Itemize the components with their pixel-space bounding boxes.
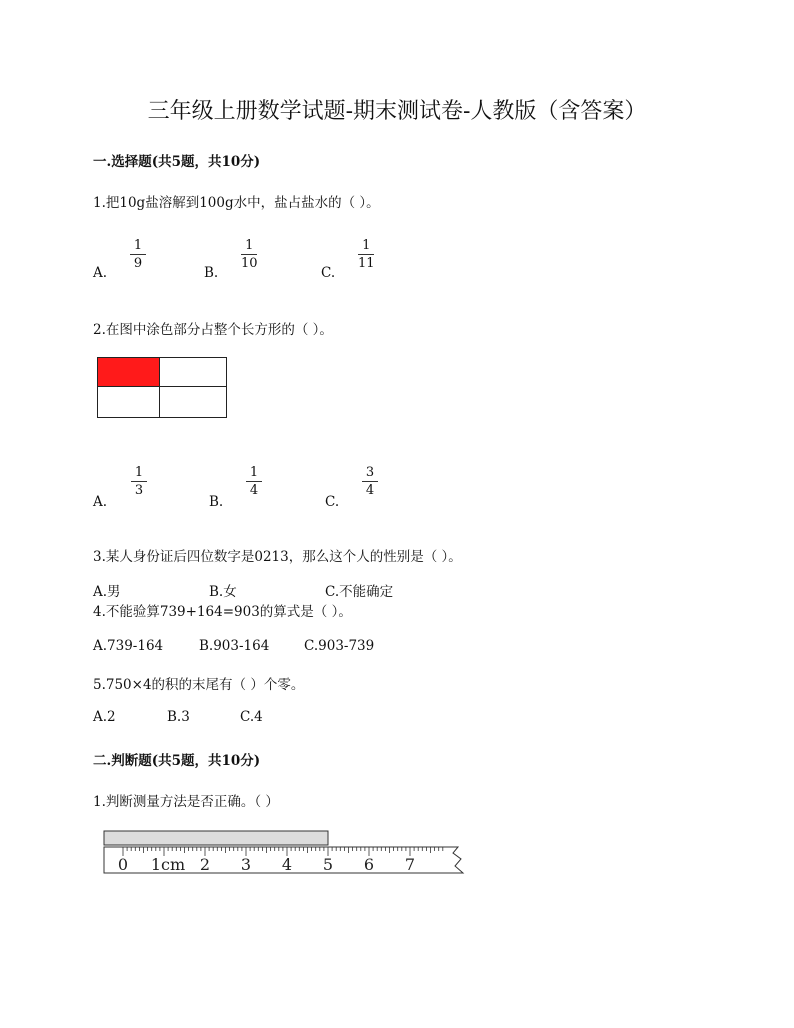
ruler-label: 7 [404, 855, 416, 874]
fraction-numerator: 1 [249, 465, 259, 480]
ruler-label: 1cm [150, 855, 186, 874]
section-heading-judge: 二.判断题(共5题，共10分) [93, 753, 261, 769]
ruler-label: 2 [199, 855, 211, 874]
ruler-label: 3 [240, 855, 252, 874]
q3-option-a[interactable]: A.男 [93, 584, 121, 600]
fraction-denominator: 10 [241, 256, 258, 271]
ruler-figure [103, 829, 483, 881]
grid-cell [160, 358, 226, 387]
q2-option-a-label[interactable]: A. [93, 494, 108, 510]
q2-option-b-label[interactable]: B. [209, 494, 224, 510]
shaded-cell [98, 358, 160, 387]
rectangle-figure [97, 357, 227, 418]
page-title: 三年级上册数学试题-期末测试卷-人教版（含答案） [147, 99, 647, 124]
measured-object [104, 831, 328, 845]
q1-option-c-fraction [358, 238, 375, 271]
fraction-bar [358, 254, 374, 255]
fraction-denominator: 4 [365, 483, 375, 498]
q3-option-b[interactable]: B.女 [209, 584, 237, 600]
q2-option-c-label[interactable]: C. [325, 494, 340, 510]
q1-option-b-label[interactable]: B. [204, 265, 219, 281]
q4-option-a[interactable]: A.739-164 [93, 638, 164, 654]
fraction-denominator: 3 [134, 483, 144, 498]
fraction-bar [130, 254, 146, 255]
q2-option-c-fraction [362, 465, 378, 498]
q4-option-b[interactable]: B.903-164 [199, 638, 270, 654]
ruler-label: 5 [322, 855, 334, 874]
ruler-label: 6 [363, 855, 375, 874]
fraction-bar [362, 481, 378, 482]
question-5: 5.750×4的积的末尾有（ ）个零。 [93, 677, 305, 693]
q1-option-a-label[interactable]: A. [93, 265, 108, 281]
fraction-bar [241, 254, 257, 255]
fraction-numerator: 1 [133, 238, 143, 253]
fraction-denominator: 4 [249, 483, 259, 498]
q1-option-b-fraction [241, 238, 258, 271]
ruler-label: 0 [117, 855, 129, 874]
q3-option-c[interactable]: C.不能确定 [325, 584, 394, 600]
question-1: 1.把10g盐溶解到100g水中，盐占盐水的（ ）。 [93, 195, 380, 211]
question-4: 4.不能验算739+164=903的算式是（ ）。 [93, 604, 352, 620]
q5-option-b[interactable]: B.3 [167, 709, 190, 725]
fraction-numerator: 1 [362, 238, 371, 253]
fraction-bar [131, 481, 147, 482]
grid-cell [160, 387, 226, 417]
fraction-bar [246, 481, 262, 482]
q5-option-a[interactable]: A.2 [93, 709, 116, 725]
question-3: 3.某人身份证后四位数字是0213，那么这个人的性别是（ ）。 [93, 549, 462, 565]
judge-question-1: 1.判断测量方法是否正确。（ ） [93, 794, 279, 810]
q2-option-b-fraction [246, 465, 262, 498]
fraction-numerator: 1 [134, 465, 144, 480]
section-heading-choice: 一.选择题(共5题，共10分) [93, 154, 261, 170]
q1-option-c-label[interactable]: C. [321, 265, 336, 281]
question-2: 2.在图中涂色部分占整个长方形的（ ）。 [93, 322, 333, 338]
fraction-denominator: 9 [133, 256, 143, 271]
q1-option-a-fraction [130, 238, 146, 271]
q2-option-a-fraction [131, 465, 147, 498]
fraction-numerator: 1 [245, 238, 254, 253]
q4-option-c[interactable]: C.903-739 [304, 638, 375, 654]
grid-cell [98, 387, 160, 417]
ruler-label: 4 [281, 855, 293, 874]
fraction-denominator: 11 [358, 256, 375, 271]
q5-option-c[interactable]: C.4 [240, 709, 263, 725]
fraction-numerator: 3 [365, 465, 375, 480]
